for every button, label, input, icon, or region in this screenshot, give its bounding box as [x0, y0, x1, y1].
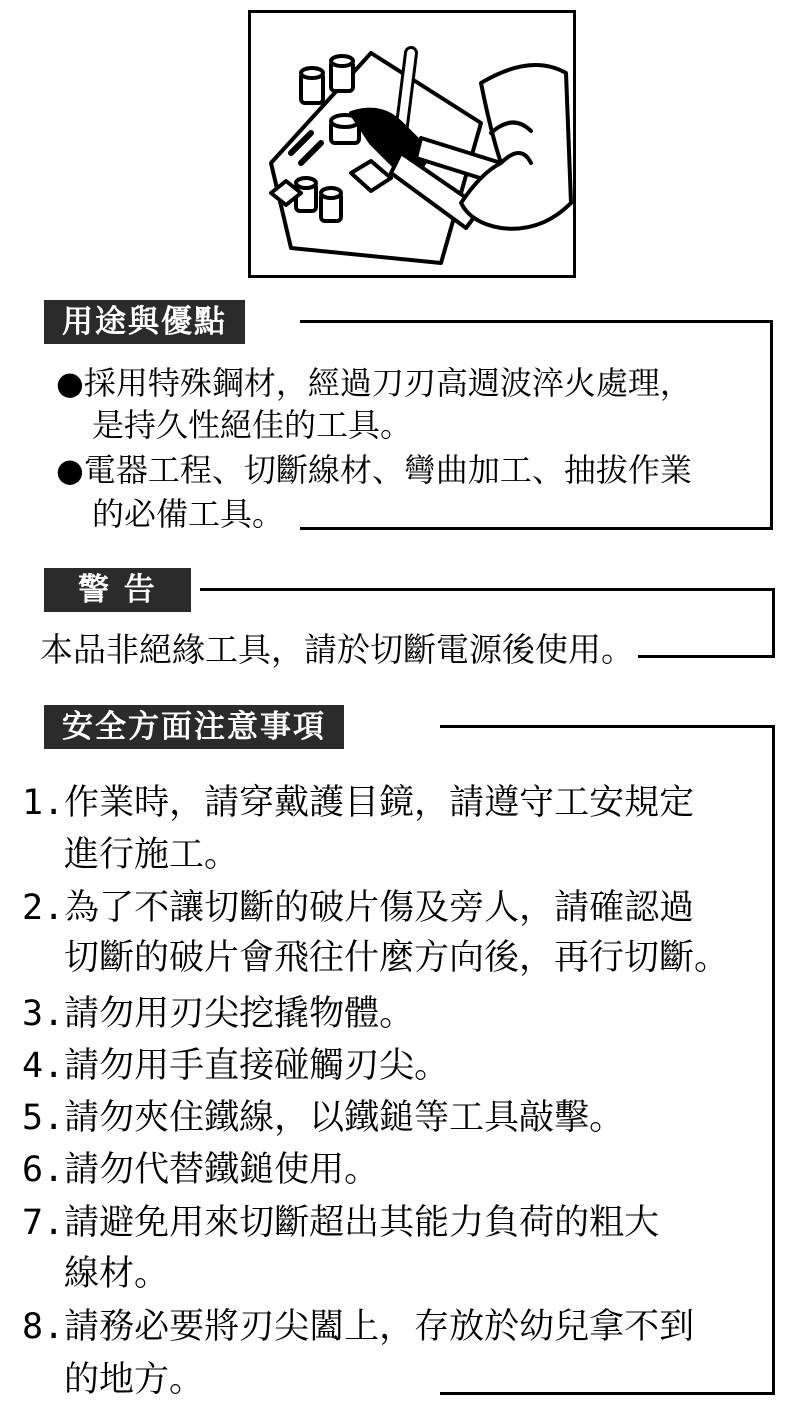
bullet-icon: ●: [56, 451, 84, 489]
safety-heading: 安全方面注意事項: [44, 705, 344, 749]
uses-item-line: 電器工程、切斷線材、彎曲加工、抽拔作業: [83, 451, 692, 489]
safety-item: [22, 888, 694, 928]
safety-frame: [440, 725, 775, 1395]
uses-heading: 用途與優點: [44, 300, 245, 344]
safety-item-text: 請勿夾住鐵線，以鐵鎚等工具敲擊。: [64, 1098, 625, 1138]
safety-item-number: 8.: [22, 1307, 65, 1347]
safety-item-text: 請勿用刃尖挖撬物體。: [64, 994, 415, 1034]
nipper-cutting-circuit-board-illustration: [251, 13, 573, 275]
safety-item: [22, 783, 694, 823]
safety-item: [22, 1203, 659, 1243]
warning-text: 本品非絕緣工具，請於切斷電源後使用。: [40, 630, 638, 670]
uses-item-line: 採用特殊鋼材，經過刀刃高週波淬火處理，: [83, 364, 692, 402]
safety-item-text: 線材。: [64, 1254, 170, 1294]
safety-item-text: 的地方。: [64, 1360, 212, 1400]
safety-item-number: 1.: [22, 783, 65, 823]
safety-item: [22, 1046, 449, 1086]
safety-item-text: 切斷的破片會飛往什麼方向後，再行切斷。: [64, 938, 730, 978]
safety-item: [22, 1098, 624, 1138]
uses-item: [56, 450, 692, 490]
safety-item-text: 請勿代替鐵鎚使用。: [64, 1150, 380, 1190]
safety-item: [22, 1150, 379, 1190]
safety-item-text: 請避免用來切斷超出其能力負荷的粗大: [64, 1203, 660, 1243]
illustration-frame: [248, 10, 576, 278]
safety-item: [22, 1307, 694, 1347]
uses-item-line: 是持久性絕佳的工具。: [92, 406, 413, 444]
safety-item-text: 請務必要將刃尖闔上，存放於幼兒拿不到: [64, 1307, 695, 1347]
safety-item-number: 6.: [22, 1150, 65, 1190]
safety-item-number: 5.: [22, 1098, 65, 1138]
safety-item: [22, 994, 414, 1034]
safety-item-number: 4.: [22, 1046, 65, 1086]
safety-item-text: 請勿用手直接碰觸刃尖。: [64, 1046, 450, 1086]
warning-heading: 警 告: [44, 568, 191, 612]
uses-item: [56, 363, 692, 403]
uses-item-line: 的必備工具。: [92, 494, 288, 534]
safety-item-text: 進行施工。: [64, 835, 240, 875]
bullet-icon: ●: [56, 364, 84, 402]
safety-item-text: 為了不讓切斷的破片傷及旁人，請確認過: [64, 888, 695, 928]
safety-item-number: 3.: [22, 994, 65, 1034]
safety-item-number: 7.: [22, 1203, 65, 1243]
safety-item-text: 作業時，請穿戴護目鏡，請遵守工安規定: [64, 783, 695, 823]
safety-item-number: 2.: [22, 888, 65, 928]
